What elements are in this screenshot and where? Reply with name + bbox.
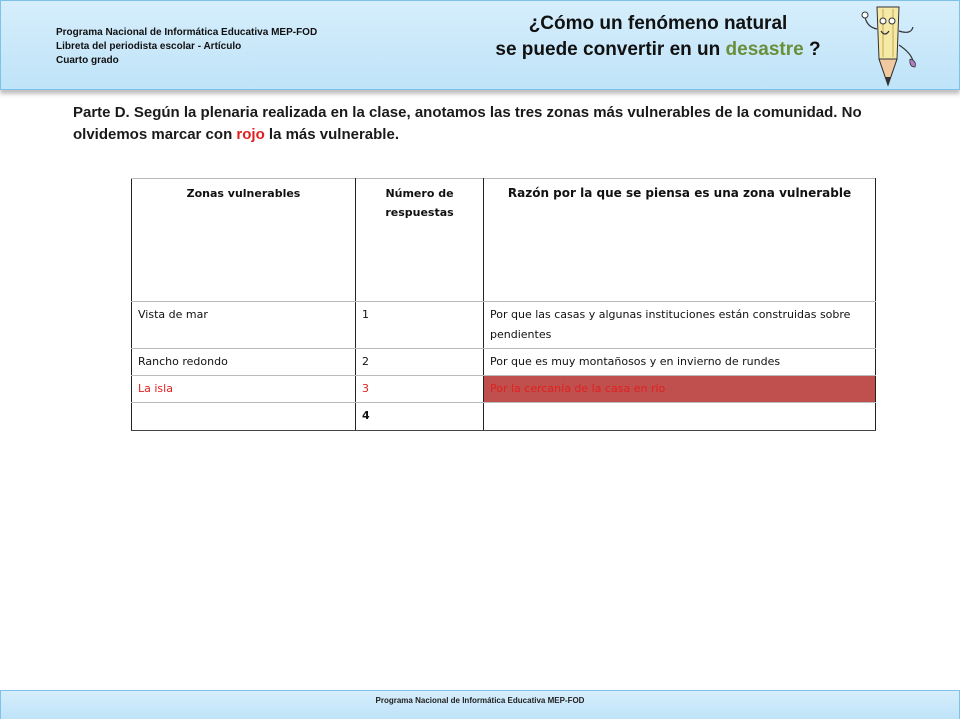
title-line-2-end: ? [803, 39, 821, 60]
title-highlight-word: desastre [725, 39, 804, 60]
reason-cell: Por que es muy montañosos y en invierno de rundes [484, 349, 876, 376]
zone-cell [132, 403, 356, 431]
instructions-red-word: rojo [236, 126, 265, 143]
footer-text: Programa Nacional de Informática Educativa MEP-FOD [375, 696, 585, 705]
grade-level: Cuarto grado [56, 55, 119, 66]
zone-cell: Rancho redondo [132, 349, 356, 376]
instructions-end: la más vulnerable. [264, 126, 399, 143]
header-count: Número de respuestas [356, 179, 484, 302]
count-cell: 1 [356, 302, 484, 349]
title-line-2 [443, 37, 873, 63]
header-zones: Zonas vulnerables [132, 179, 356, 302]
table-row [132, 403, 876, 431]
notebook-name: Libreta del periodista escolar - Artículo [56, 41, 242, 52]
table-row [132, 302, 876, 349]
program-name: Programa Nacional de Informática Educativa MEP-FOD [56, 27, 318, 38]
reason-cell: Por que las casas y algunas instituciones están construidas sobre pendientes [484, 302, 876, 349]
program-info [56, 26, 317, 68]
reason-cell [484, 403, 876, 431]
title-line-2-start: se puede convertir en un [495, 39, 726, 60]
zone-cell: La isla [132, 376, 356, 403]
table-row [132, 349, 876, 376]
table-header-row [132, 179, 876, 302]
footer-banner [0, 690, 960, 719]
table-row-most-vulnerable [132, 376, 876, 403]
instructions-start: Parte D. Según la plenaria realizada en la clase, anotamos las tres zonas más vulnerables de la comunidad. No olvidemos marcar con [73, 104, 862, 143]
page-title [443, 11, 873, 63]
header-banner [0, 0, 960, 90]
instructions-text [73, 102, 933, 146]
title-line-1: ¿Cómo un fenómeno natural [528, 13, 788, 34]
count-cell: 2 [356, 349, 484, 376]
zone-cell: Vista de mar [132, 302, 356, 349]
pencil-mascot-icon [859, 1, 919, 93]
reason-cell-highlighted: Por la cercanía de la casa en rio [484, 376, 876, 403]
count-cell: 3 [356, 376, 484, 403]
vulnerable-zones-table [131, 178, 876, 431]
count-cell: 4 [356, 403, 484, 431]
header-reason: Razón por la que se piensa es una zona vulnerable [484, 179, 876, 302]
